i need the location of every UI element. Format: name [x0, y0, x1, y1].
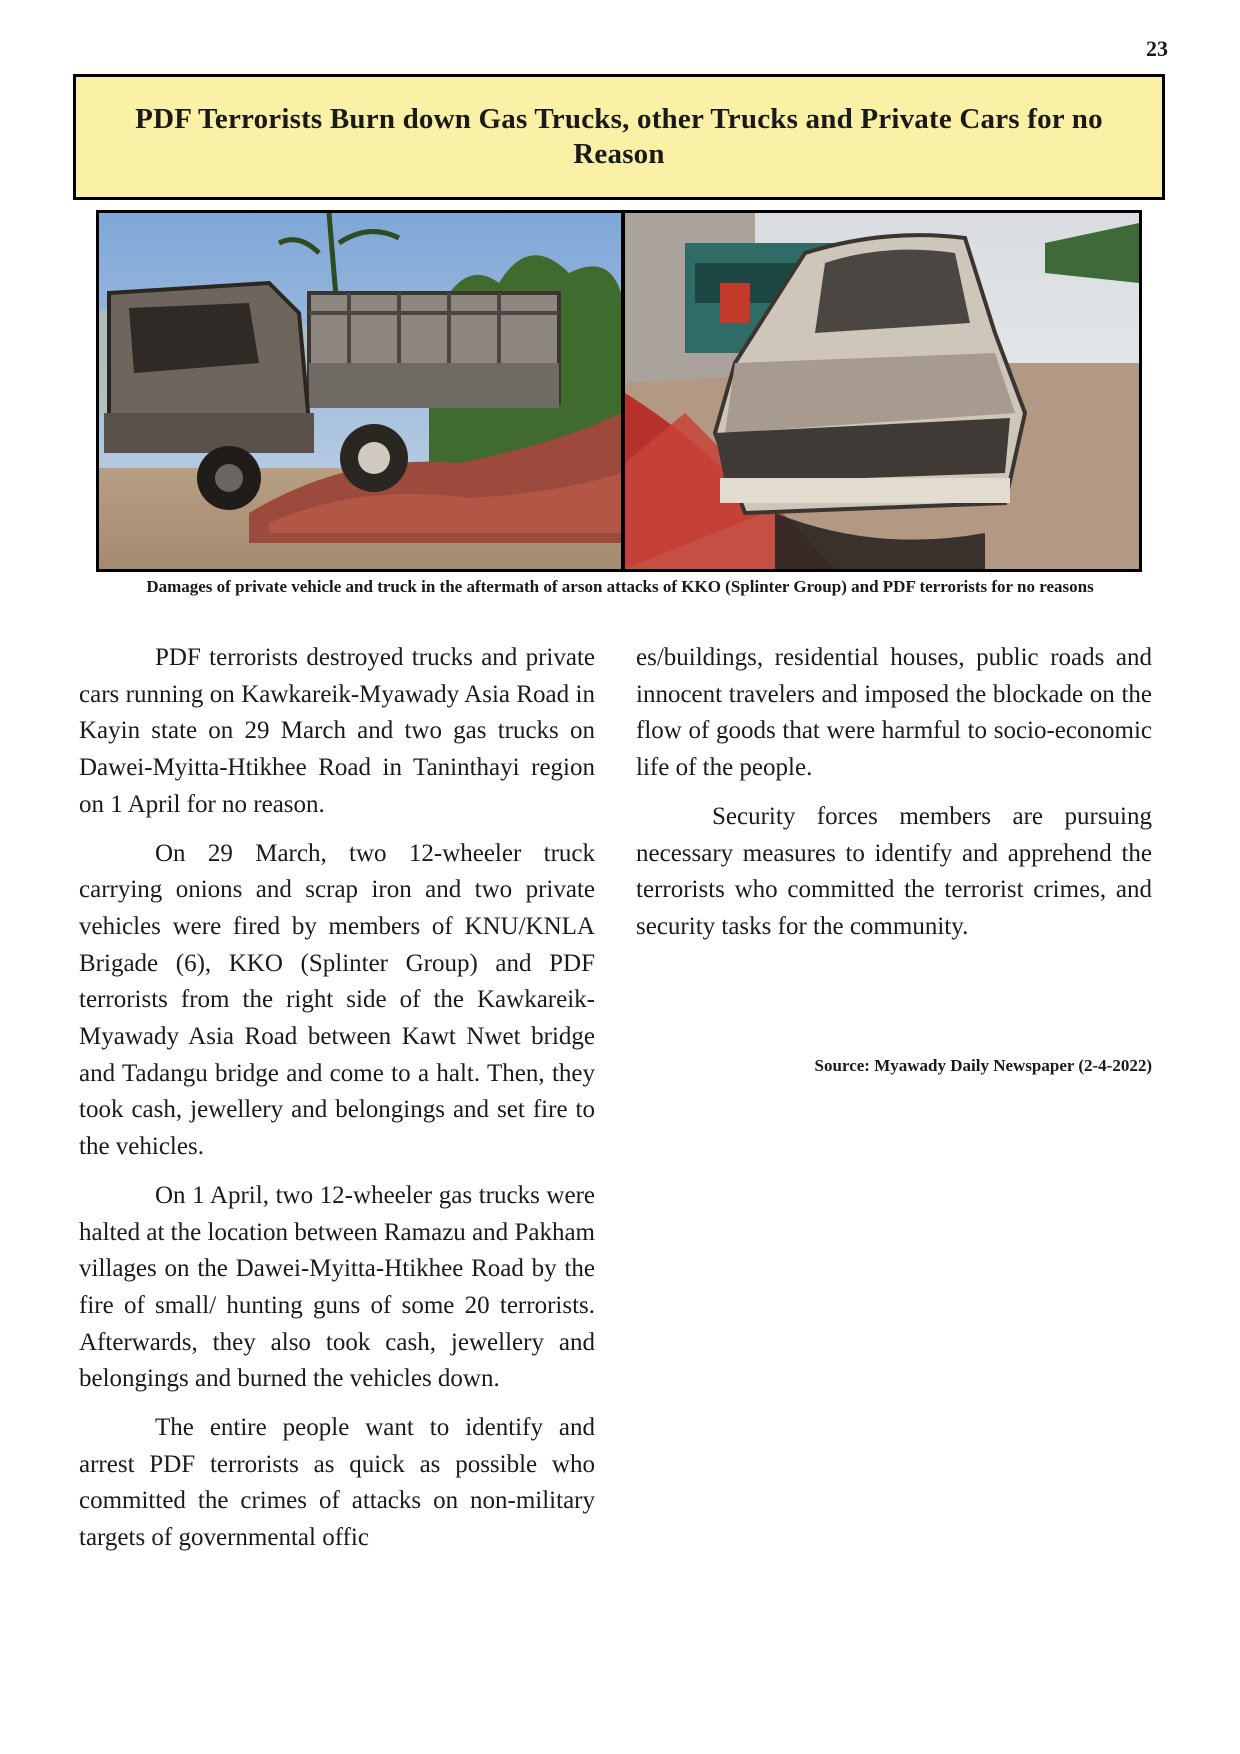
article-paragraph-continued: es/buildings, residential houses, public roads and innocent travelers and imposed the blockade on the flow of goods that were harmful to socio-economic life of the people.	[636, 644, 1152, 782]
page-number: 23	[1146, 36, 1168, 61]
article-source: Source: Myawady Daily Newspaper (2-4-2022)	[814, 1056, 1152, 1075]
article-paragraph: The entire people want to identify and arrest PDF terrorists as quick as possible who committed the crimes of attacks on non-military targets of governmental offic	[79, 1414, 595, 1552]
burned-truck-illustration	[99, 213, 621, 569]
article-paragraph: On 1 April, two 12-wheeler gas trucks were halted at the location between Ramazu and Pakham villages on the Dawei-Myitta-Htikhee Road by the fire of small/ hunting guns of some 20 terrorists. Afterwards, they also took cash, jewellery and belongings and burned the vehicles down.	[79, 1181, 595, 1393]
burned-truck-photo	[99, 213, 621, 569]
article-paragraph: On 29 March, two 12-wheeler truck carrying onions and scrap iron and two private vehicles were fired by members of KNU/KNLA Brigade (6), KKO (Splinter Group) and PDF terrorists from the right side of the Kawkareik-Myawady Asia Road between Kawt Nwet bridge and Tadangu bridge and come to a halt. Then, they took cash, jewellery and belongings and set fire to the vehicles.	[79, 839, 595, 1161]
article-paragraph: Security forces members are pursuing necessary measures to identify and apprehend the terrorists who committed the terrorist crimes, and security tasks for the community.	[636, 802, 1152, 940]
article-column-left	[79, 640, 595, 1569]
photo-caption: Damages of private vehicle and truck in the aftermath of arson attacks of KKO (Splinter Group) and PDF terrorists for no reasons	[146, 577, 1094, 596]
article-column-right	[636, 640, 1152, 958]
article-title: PDF Terrorists Burn down Gas Trucks, other Trucks and Private Cars for no Reason	[135, 103, 1103, 170]
photo-frame	[96, 210, 1142, 572]
burned-car-illustration	[625, 213, 1139, 569]
burned-car-photo	[625, 213, 1139, 569]
article-paragraph: PDF terrorists destroyed trucks and private cars running on Kawkareik-Myawady Asia Road in Kayin state on 29 March and two gas trucks on Dawei-Myitta-Htikhee Road in Taninthayi region on 1 April for no reason.	[79, 644, 595, 818]
article-title-box	[73, 74, 1165, 200]
